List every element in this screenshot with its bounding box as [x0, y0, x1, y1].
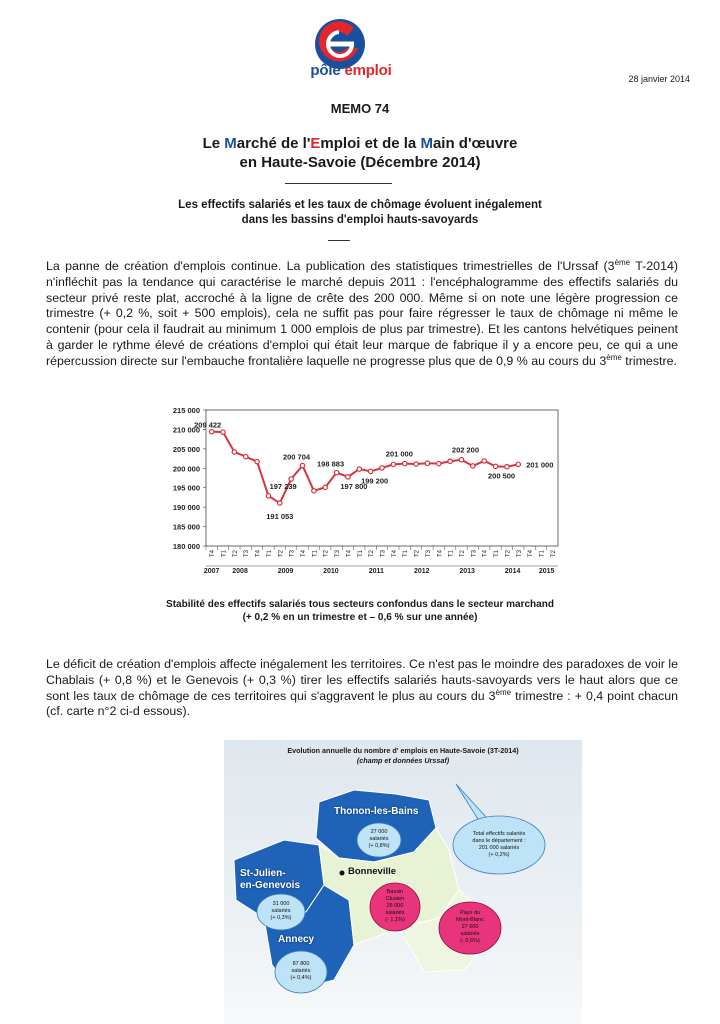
x-quarter-label: T1	[357, 550, 364, 558]
data-point	[300, 463, 304, 467]
paragraph-2: Le déficit de création d'emplois affecte inégalement les territoires. Ce n'est pas le moindre des paradoxes de voir le Chablais (+ 0,8 %) et le Genevois (+ 0,3 %) tirer les effectifs salariés hauts-savoyards vers le haut alors que ce sont les taux de chômage de ces territoires qui s'aggravent le plus au cours du 3ème trimestre : + 0,4 point chacun (cf. carte n°2 ci-d essous).	[46, 657, 679, 719]
x-year-label: 2012	[413, 568, 430, 575]
divider	[285, 183, 392, 184]
data-point	[323, 485, 327, 489]
x-quarter-label: T4	[437, 550, 444, 558]
bubble-stjulien-text: 31 000 salariés (+ 0,3%)	[270, 901, 292, 921]
x-year-label: 2015	[538, 568, 555, 575]
data-label: 191 053	[266, 512, 294, 522]
x-quarter-label: T2	[459, 550, 466, 558]
y-tick-label: 185 000	[172, 522, 200, 532]
data-label: 197 800	[340, 481, 368, 491]
data-point	[221, 430, 225, 434]
bubble-total-text: Total effectifs salariés dans le département : 201 000 salariés (+ 0,2%)	[472, 831, 526, 858]
city-dot	[340, 871, 345, 876]
data-label: 201 000	[385, 449, 413, 459]
data-point	[289, 477, 293, 481]
x-quarter-label: T1	[448, 550, 455, 558]
data-point	[448, 459, 452, 463]
y-tick-label: 180 000	[172, 542, 200, 551]
data-label: 202 200	[451, 445, 480, 455]
y-tick-label: 215 000	[172, 406, 200, 415]
employment-line-chart	[140, 400, 565, 576]
data-point	[232, 450, 236, 454]
x-quarter-label: T4	[210, 550, 217, 558]
data-point	[244, 454, 248, 458]
data-label: 200 500	[487, 471, 516, 481]
bubble-annecy-text: 87 800 salariés (+ 0,4%)	[290, 961, 312, 981]
x-quarter-label: T2	[414, 550, 421, 558]
x-quarter-label: T3	[380, 550, 387, 558]
x-quarter-label: T4	[482, 550, 489, 558]
data-point	[459, 458, 463, 462]
data-point	[516, 462, 520, 466]
bubble-thonon-text: 27 000 salariés (+ 0,8%)	[368, 829, 390, 849]
x-quarter-label: T3	[425, 550, 432, 558]
data-point	[471, 464, 475, 468]
x-quarter-label: T1	[312, 550, 319, 558]
document-date: 28 janvier 2014	[628, 74, 690, 84]
x-quarter-label: T1	[221, 550, 228, 558]
y-tick-label: 190 000	[172, 503, 200, 513]
data-point	[346, 475, 350, 479]
divider-short	[328, 240, 350, 241]
x-quarter-label: T2	[232, 550, 239, 558]
x-quarter-label: T1	[403, 550, 410, 558]
data-point	[255, 459, 259, 463]
data-label: 198 883	[317, 459, 345, 469]
data-point	[312, 489, 316, 493]
data-label: 209 422	[194, 420, 222, 430]
data-label: 199 200	[361, 476, 389, 486]
data-point	[266, 494, 270, 498]
data-point	[368, 469, 372, 473]
data-label: 197 239	[269, 482, 297, 492]
title-line-2: en Haute-Savoie (Décembre 2014)	[239, 154, 481, 171]
title-line-1: Le Marché de l'Emploi et de la Main d'œuvre	[202, 135, 518, 152]
y-tick-label: 205 000	[172, 444, 200, 454]
data-point	[493, 464, 497, 468]
x-year-label: 2009	[277, 568, 294, 575]
logo-wordmark: pôle emploi	[310, 62, 392, 79]
x-quarter-label: T1	[494, 550, 501, 558]
y-tick-label: 195 000	[172, 483, 200, 493]
x-quarter-label: T2	[369, 550, 376, 558]
x-quarter-label: T1	[539, 550, 546, 558]
map-title: Evolution annuelle du nombre d' emplois en Haute-Savoie (3T-2014) (champ et données Urssaf)	[287, 746, 519, 765]
chart-caption: Stabilité des effectifs salariés tous secteurs confondus dans le secteur marchand (+ 0,2 % en un trimestre et – 0,6 % sur une année)	[166, 599, 554, 623]
x-year-label: 2008	[232, 568, 248, 575]
x-year-label: 2011	[368, 568, 384, 575]
bubble-cluses-text: Bassin Clusien 26 000 salariés (- 1,1%)	[385, 889, 405, 923]
x-quarter-label: T4	[391, 550, 398, 558]
y-tick-label: 210 000	[172, 425, 200, 435]
x-quarter-label: T2	[550, 550, 557, 558]
memo-number: MEMO 74	[330, 101, 390, 116]
y-tick-label: 200 000	[172, 464, 200, 474]
city-thonon: Thonon-les-Bains	[334, 806, 419, 817]
city-bonneville: Bonneville	[348, 866, 397, 877]
data-point	[403, 461, 407, 465]
data-point	[334, 470, 338, 474]
data-point	[482, 459, 486, 463]
x-quarter-label: T2	[505, 550, 512, 558]
x-year-label: 2007	[203, 568, 220, 575]
x-quarter-label: T3	[516, 550, 523, 558]
bubble-montblanc-text: Pays du Mont-Blanc 27 600 salariés (- 0,6%)	[456, 910, 484, 944]
city-stjulien: St-Julien- en-Genevois	[240, 868, 301, 891]
x-year-label: 2013	[459, 568, 475, 575]
data-point	[505, 465, 509, 469]
x-year-label: 2010	[323, 568, 339, 575]
x-quarter-label: T4	[255, 550, 262, 558]
data-point	[278, 501, 282, 505]
x-quarter-label: T3	[244, 550, 251, 558]
x-quarter-label: T2	[278, 550, 285, 558]
x-quarter-label: T2	[323, 550, 330, 558]
section-subtitle: Les effectifs salariés et les taux de chômage évoluent inégalement dans les bassins d'emploi hauts-savoyards	[178, 199, 542, 226]
x-quarter-label: T4	[346, 550, 353, 558]
x-quarter-label: T3	[289, 550, 296, 558]
data-point	[209, 429, 213, 433]
x-quarter-label: T4	[301, 550, 308, 558]
paragraph-1: La panne de création d'emplois continue. La publication des statistiques trimestrielles de l'Urssaf (3ème T-2014) n'infléchit pas la tendance qui caractérise le marché depuis 2011 : l'encéphalogramme des effectifs salariés du secteur privé reste plat, accroché à la ligne de crête des 200 000. Même si on note une légère progression ce trimestre (+ 0,2 %, soit + 500 emplois), cela ne suffit pas pour faire régresser le taux de chômage ni même le contenir (pour cela il faudrait au minimum 1 000 emplois de plus par trimestre). Et les cantons helvétiques peinent à garder le rythme élevé de créations d'emploi qui était leur marque de fabrique il y a encore peu, ce qui a une répercussion directe sur l'embauche frontalière laquelle ne progresse plus que de 0,9 % au cours du 3ème trimestre.	[46, 258, 678, 368]
data-point	[357, 467, 361, 471]
data-point	[380, 466, 384, 470]
data-point	[425, 461, 429, 465]
data-point	[391, 462, 395, 466]
city-annecy: Annecy	[278, 934, 315, 945]
x-quarter-label: T1	[266, 550, 273, 558]
data-label: 201 000	[526, 460, 554, 470]
x-year-label: 2014	[504, 568, 521, 575]
data-point	[414, 462, 418, 466]
data-point	[437, 461, 441, 465]
x-quarter-label: T4	[528, 550, 535, 558]
document-title	[0, 134, 720, 172]
employment-map	[224, 740, 582, 1024]
data-label: 200 704	[282, 452, 311, 462]
x-quarter-label: T3	[471, 550, 478, 558]
x-quarter-label: T3	[335, 550, 342, 558]
